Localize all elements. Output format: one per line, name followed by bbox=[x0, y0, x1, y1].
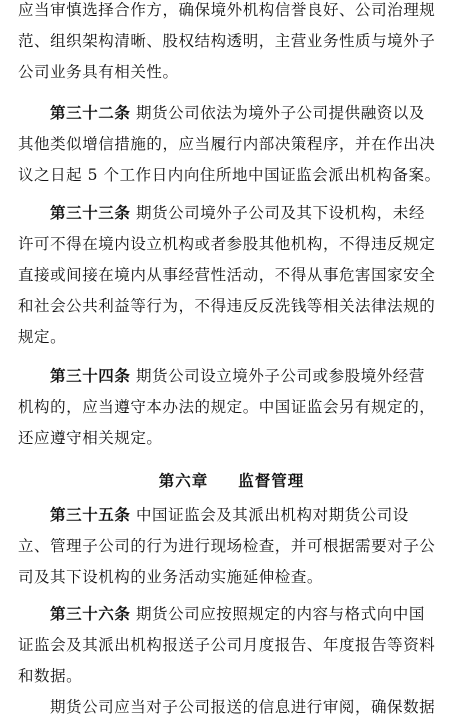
article-34 bbox=[50, 366, 463, 386]
text-line: 规定。 bbox=[18, 328, 67, 346]
article-35 bbox=[50, 505, 463, 525]
text-line: 期货公司应当对子公司报送的信息进行审阅，确保数据 bbox=[50, 698, 436, 716]
article-text: 期货公司依法为境外子公司提供融资以及 bbox=[130, 104, 425, 122]
chapter-number: 第六章 bbox=[158, 472, 209, 490]
text-line: 司及其下设机构的业务活动实施延伸检查。 bbox=[18, 568, 323, 586]
article-32 bbox=[50, 103, 463, 123]
article-33 bbox=[50, 203, 463, 223]
article-number: 第三十六条 bbox=[50, 605, 131, 623]
text-line: 立、管理子公司的行为进行现场检查，并可根据需要对子公 bbox=[18, 537, 436, 555]
text-line: 直接或间接在境内从事经营性活动，不得从事危害国家安全 bbox=[18, 266, 436, 284]
text-line: 和数据。 bbox=[18, 667, 83, 685]
article-text: 期货公司设立境外子公司或参股境外经营 bbox=[130, 367, 425, 385]
text-line: 应当审慎选择合作方，确保境外机构信誉良好、公司治理规 bbox=[18, 1, 436, 19]
text-line: 和社会公共利益等行为，不得违反反洗钱等相关法律法规的 bbox=[18, 297, 436, 315]
article-number: 第三十四条 bbox=[50, 367, 131, 385]
article-number: 第三十三条 bbox=[50, 204, 131, 222]
article-text: 中国证监会及其派出机构对期货公司设 bbox=[130, 506, 409, 524]
text-line: 议之日起 5 个工作日内向住所地中国证监会派出机构备案。 bbox=[18, 166, 441, 184]
text-line: 证监会及其派出机构报送子公司月度报告、年度报告等资料 bbox=[18, 636, 436, 654]
text-line: 公司业务具有相关性。 bbox=[18, 63, 179, 81]
text-line: 还应遵守相关规定。 bbox=[18, 429, 163, 447]
text-line: 许可不得在境内设立机构或者参股其他机构，不得违反规定 bbox=[18, 235, 436, 253]
text-line: 机构的，应当遵守本办法的规定。中国证监会另有规定的， bbox=[18, 398, 436, 416]
chapter-title: 监督管理 bbox=[238, 472, 305, 490]
text-line: 其他类似增信措施的，应当履行内部决策程序，并在作出决 bbox=[18, 135, 436, 153]
chapter-heading bbox=[0, 471, 463, 491]
article-text: 期货公司应按照规定的内容与格式向中国 bbox=[130, 605, 425, 623]
text-line: 范、组织架构清晰、股权结构透明，主营业务性质与境外子 bbox=[18, 32, 436, 50]
article-text: 期货公司境外子公司及其下设机构，未经 bbox=[130, 204, 425, 222]
article-number: 第三十五条 bbox=[50, 506, 131, 524]
article-number: 第三十二条 bbox=[50, 104, 131, 122]
article-36 bbox=[50, 604, 463, 624]
